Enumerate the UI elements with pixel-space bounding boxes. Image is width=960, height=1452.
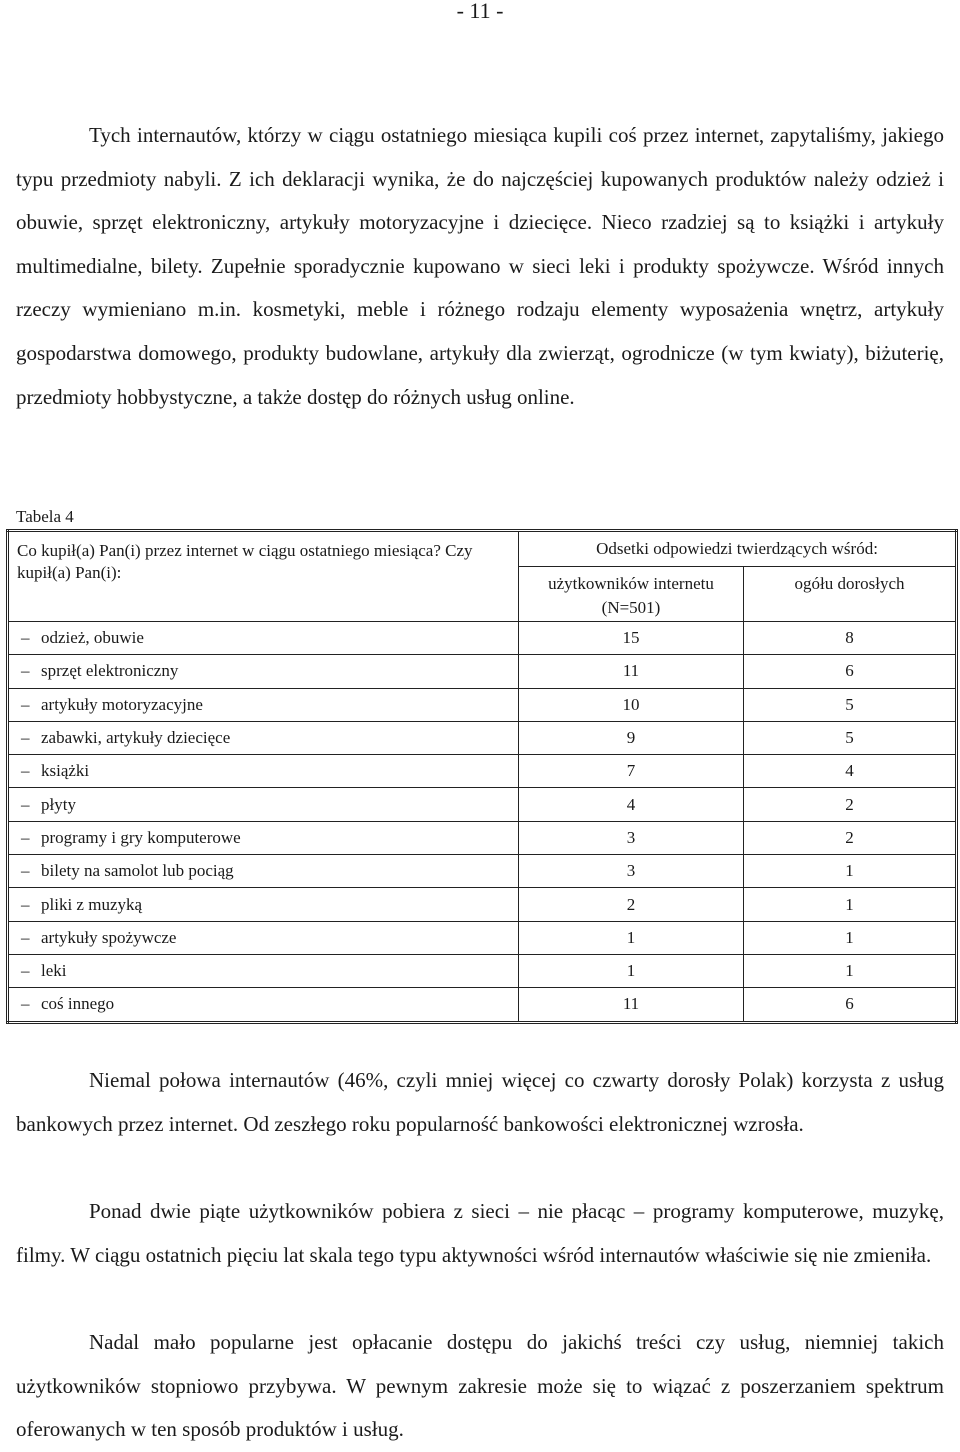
row-internet-users-value: 11: [519, 988, 744, 1022]
row-all-adults-value: 6: [744, 655, 957, 688]
row-dash: –: [21, 661, 30, 681]
row-all-adults-value: 1: [744, 921, 957, 954]
column-header-internet-users-n: (N=501): [601, 598, 661, 617]
paragraph-downloads: Ponad dwie piąte użytkowników pobiera z sieci – nie płacąc – programy komputerowe, muzykę, filmy. W ciągu ostatnich pięciu lat skala tego typu aktywności wśród internautów właściwie się nie zmieniła.: [16, 1199, 944, 1267]
table-row: [8, 988, 957, 1022]
row-item-label: programy i gry komputerowe: [41, 827, 241, 847]
row-item-label: odzież, obuwie: [41, 628, 144, 648]
row-all-adults-value: 5: [744, 721, 957, 754]
table-row: [8, 788, 957, 821]
row-item-label: coś innego: [41, 994, 115, 1014]
row-item-cell: [8, 721, 519, 754]
row-dash: –: [21, 994, 30, 1014]
row-item-cell: [8, 788, 519, 821]
row-item-label: płyty: [41, 794, 76, 814]
table-row: [8, 855, 957, 888]
row-item-label: artykuły spożywcze: [41, 927, 177, 947]
table-row: [8, 821, 957, 854]
row-item-label: zabawki, artykuły dziecięce: [41, 728, 231, 748]
row-dash: –: [21, 894, 30, 914]
row-item-cell: [8, 888, 519, 921]
column-header-internet-users-label: użytkowników internetu: [548, 574, 714, 593]
row-all-adults-value: 8: [845, 628, 854, 648]
row-dash: –: [21, 794, 30, 814]
column-header-all-adults: ogółu dorosłych: [744, 567, 957, 622]
row-item-cell: [8, 755, 519, 788]
row-dash: –: [21, 861, 30, 881]
row-item-label: książki: [41, 761, 90, 781]
row-item-cell: [8, 688, 519, 721]
table-caption: Tabela 4: [16, 507, 74, 526]
row-internet-users-value: 15: [519, 622, 744, 655]
row-internet-users-value: 3: [519, 855, 744, 888]
paragraph-online-banking: Niemal połowa internautów (46%, czyli mniej więcej co czwarty dorosły Polak) korzysta z usług bankowych przez internet. Od zeszłego roku popularność bankowości elektronicznej wzrosła.: [16, 1068, 944, 1136]
paragraph-paid-content: Nadal mało popularne jest opłacanie dostępu do jakichś treści czy usług, niemniej takich użytkowników stopniowo przybywa. W pewnym zakresie może się to wiązać z poszerzaniem spektrum oferowanych w ten sposób produktów i usług.: [16, 1330, 944, 1442]
row-dash: –: [21, 728, 30, 748]
row-internet-users-value: 9: [519, 721, 744, 754]
row-item-cell: [8, 921, 519, 954]
column-header-internet-users: [519, 567, 744, 622]
row-dash: –: [21, 628, 30, 648]
row-dash: –: [21, 961, 30, 981]
row-dash: –: [21, 694, 30, 714]
row-dash: –: [21, 827, 30, 847]
row-item-label: pliki z muzyką: [41, 894, 143, 914]
row-all-adults-value: 4: [744, 755, 957, 788]
table-row: [8, 655, 957, 688]
row-internet-users-value: 11: [519, 655, 744, 688]
table-question-header: Co kupił(a) Pan(i) przez internet w ciągu ostatniego miesiąca? Czy kupił(a) Pan(i):: [8, 531, 519, 622]
row-internet-users-value: 4: [519, 788, 744, 821]
row-item-cell: [8, 622, 519, 655]
row-item-cell: [8, 954, 519, 987]
table-row: [8, 622, 957, 655]
row-item-label: bilety na samolot lub pociąg: [41, 861, 234, 881]
purchases-table: [6, 529, 958, 1024]
row-item-label: artykuły motoryzacyjne: [41, 694, 203, 714]
row-item-label: leki: [41, 961, 67, 981]
table-row: [8, 755, 957, 788]
row-item-cell: [8, 855, 519, 888]
row-all-adults-value: 2: [744, 821, 957, 854]
row-all-adults-value: 1: [744, 855, 957, 888]
row-item-cell: [8, 821, 519, 854]
row-item-label: sprzęt elektroniczny: [41, 661, 179, 681]
table-body: [8, 622, 957, 1023]
row-internet-users-value: 7: [519, 755, 744, 788]
table-row: [8, 921, 957, 954]
row-item-cell: [8, 988, 519, 1022]
row-dash: –: [21, 927, 30, 947]
table-row: [8, 721, 957, 754]
row-internet-users-value: 2: [519, 888, 744, 921]
row-all-adults-value: 6: [744, 988, 957, 1022]
paragraph-online-purchases: Tych internautów, którzy w ciągu ostatniego miesiąca kupili coś przez internet, zapytaliśmy, jakiego typu przedmioty nabyli. Z ich deklaracji wynika, że do najczęściej kupowanych produktów należy odzież i obuwie, sprzęt elektroniczny, artykuły motoryzacyjne i dziecięce. Nieco rzadziej są to książki i artykuły multimedialne, bilety. Zupełnie sporadycznie kupowano w sieci leki i produkty spożywcze. Wśród innych rzeczy wymieniano m.in. kosmetyki, meble i różnego rodzaju elementy wyposażenia wnętrz, artykuły gospodarstwa domowego, produkty budowlane, artykuły dla zwierząt, ogrodnicze (w tym kwiaty), biżuterię, przedmioty hobbystyczne, a także dostęp do różnych usług online.: [16, 123, 944, 409]
row-internet-users-value: 10: [519, 688, 744, 721]
row-item-cell: [8, 655, 519, 688]
row-dash: –: [21, 761, 30, 781]
row-internet-users-value: 1: [519, 954, 744, 987]
row-all-adults-value: 5: [744, 688, 957, 721]
table-row: [8, 688, 957, 721]
table-row: [8, 954, 957, 987]
row-internet-users-value: 3: [519, 821, 744, 854]
row-internet-users-value: 1: [519, 921, 744, 954]
table-row: [8, 888, 957, 921]
table-group-header: Odsetki odpowiedzi twierdzących wśród:: [519, 531, 957, 567]
page-number: - 11 -: [456, 0, 504, 23]
row-all-adults-value: 1: [744, 954, 957, 987]
row-all-adults-value: 2: [744, 788, 957, 821]
row-all-adults-value: 1: [744, 888, 957, 921]
